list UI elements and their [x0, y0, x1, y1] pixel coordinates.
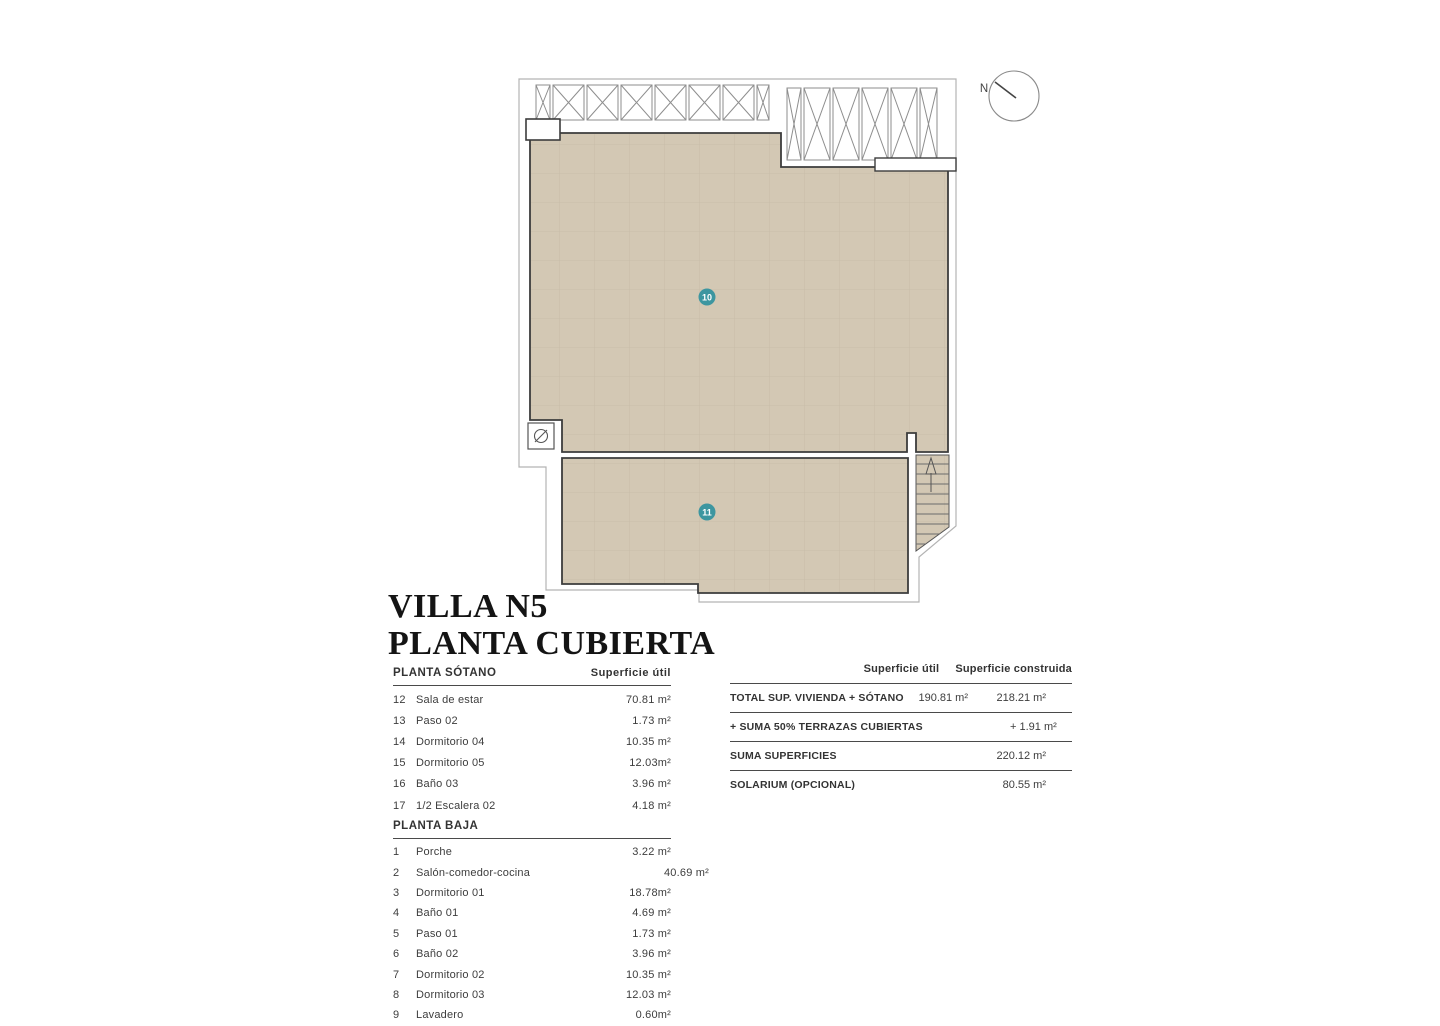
row-value: 4.69 m² [632, 907, 671, 920]
baja-section-label: PLANTA BAJA [393, 820, 479, 833]
table-row [393, 883, 671, 903]
terrace-11-badge [699, 504, 716, 521]
row-number: 15 [393, 757, 406, 770]
row-number: 16 [393, 778, 406, 791]
row-name: Lavadero [416, 1009, 464, 1022]
superficie-util-header: Superficie útil [590, 667, 671, 679]
row-number: 6 [393, 948, 400, 961]
row-number: 1 [393, 846, 400, 859]
row-name: Dormitorio 01 [416, 887, 485, 900]
summary-row-label: TOTAL SUP. VIVIENDA + SÓTANO [730, 692, 904, 704]
row-number: 4 [393, 907, 400, 920]
baja-section-header [393, 820, 671, 839]
table-row [393, 753, 671, 774]
summary-row-util-value: 190.81 m² [918, 692, 968, 704]
table-row [393, 863, 709, 883]
row-name: Salón-comedor-cocina [416, 866, 531, 879]
title-line-2: PLANTA CUBIERTA [388, 625, 716, 662]
row-name: 1/2 Escalera 02 [416, 799, 496, 812]
drain-symbol [528, 423, 554, 449]
summary-col2-header: Superficie construida [955, 663, 1072, 675]
row-value: 3.96 m² [632, 948, 671, 961]
summary-row-construida-value: + 1.91 m² [1010, 721, 1057, 733]
north-compass [980, 71, 1039, 121]
terrace-10-area [530, 133, 948, 452]
page-title [388, 588, 715, 662]
sotano-rows [393, 689, 671, 816]
terrace-10-badge [699, 289, 716, 306]
row-number: 3 [393, 887, 400, 900]
row-name: Sala de estar [416, 693, 484, 706]
north-label: N [979, 83, 989, 95]
row-name: Baño 01 [416, 907, 459, 920]
row-value: 12.03 m² [625, 988, 671, 1001]
summary-header [730, 663, 1072, 683]
terrace-11-area [562, 458, 908, 593]
row-value: 40.69 m² [663, 866, 709, 879]
summary-col1-header: Superficie útil [863, 663, 940, 675]
row-name: Dormitorio 04 [416, 735, 485, 748]
summary-row-construida-value: 220.12 m² [996, 750, 1046, 762]
table-row [393, 710, 671, 731]
summary-table [730, 663, 1072, 799]
table-row [393, 1005, 671, 1025]
row-name: Porche [416, 846, 453, 859]
sotano-section-header [393, 667, 671, 686]
row-value: 10.35 m² [625, 968, 671, 981]
row-name: Paso 02 [416, 714, 458, 727]
table-row [393, 964, 671, 984]
row-number: 17 [393, 799, 406, 812]
summary-row-label: SUMA SUPERFICIES [730, 750, 837, 762]
row-number: 14 [393, 735, 406, 748]
row-number: 13 [393, 714, 406, 727]
row-number: 9 [393, 1009, 400, 1022]
summary-row-construida-value: 80.55 m² [1002, 779, 1046, 791]
row-value: 3.96 m² [632, 778, 671, 791]
row-name: Dormitorio 03 [416, 988, 485, 1001]
row-value: 18.78m² [629, 887, 671, 900]
row-number: 7 [393, 968, 400, 981]
summary-row [730, 770, 1072, 799]
summary-rows [730, 683, 1072, 799]
terrace-10-label: 10 [701, 292, 713, 303]
summary-row-label: SOLARIUM (OPCIONAL) [730, 779, 856, 791]
row-value: 10.35 m² [625, 735, 671, 748]
row-value: 3.22 m² [632, 846, 671, 859]
row-value: 1.73 m² [632, 714, 671, 727]
row-name: Dormitorio 02 [416, 968, 485, 981]
row-value: 1.73 m² [632, 927, 671, 940]
row-number: 2 [393, 866, 400, 879]
table-row [393, 774, 671, 795]
row-number: 8 [393, 988, 400, 1001]
floor-plan-drawing [500, 55, 1060, 615]
row-number: 12 [393, 693, 406, 706]
table-row [393, 944, 671, 964]
row-value: 4.18 m² [632, 799, 671, 812]
table-row [393, 842, 671, 862]
summary-row [730, 741, 1072, 770]
row-number: 5 [393, 927, 400, 940]
row-value: 12.03m² [629, 757, 671, 770]
table-row [393, 689, 671, 710]
table-row [393, 731, 671, 752]
row-value: 70.81 m² [625, 693, 671, 706]
row-name: Dormitorio 05 [416, 757, 485, 770]
row-name: Baño 02 [416, 948, 459, 961]
summary-row-construida-value: 218.21 m² [996, 692, 1046, 704]
row-name: Paso 01 [416, 927, 458, 940]
table-row [393, 985, 671, 1005]
title-line-1: VILLA N5 [388, 588, 548, 625]
wall-band-topright [875, 158, 956, 171]
summary-row [730, 712, 1072, 741]
floor-plan-svg [500, 55, 1060, 615]
summary-row [730, 683, 1072, 712]
areas-table [393, 667, 709, 1026]
table-row [393, 903, 671, 923]
baja-rows [393, 842, 709, 1025]
terrace-11-label: 11 [702, 507, 712, 518]
sotano-section-label: PLANTA SÓTANO [393, 667, 497, 679]
table-row [393, 924, 671, 944]
table-row [393, 795, 671, 816]
row-value: 0.60m² [635, 1009, 671, 1022]
wall-corner-block-topleft [526, 119, 560, 140]
row-name: Baño 03 [416, 778, 459, 791]
summary-row-label: + SUMA 50% TERRAZAS CUBIERTAS [730, 721, 923, 733]
